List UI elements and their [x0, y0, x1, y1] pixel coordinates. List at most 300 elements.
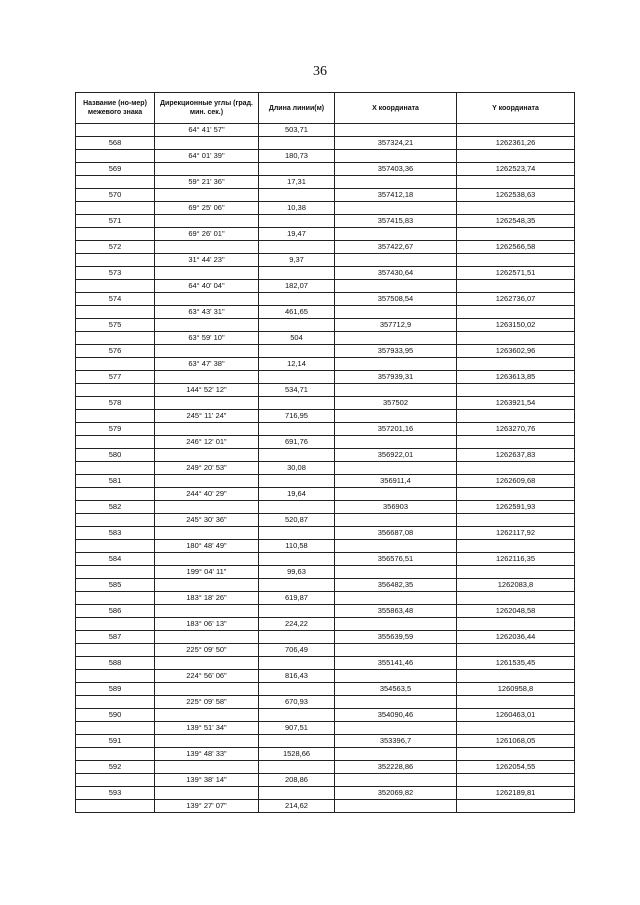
- segment-row: [76, 358, 575, 371]
- empty-cell: [76, 644, 155, 657]
- empty-cell: [76, 150, 155, 163]
- direction-angle: 63° 47' 38": [155, 358, 259, 371]
- line-length: 110,58: [259, 540, 335, 553]
- point-row: [76, 345, 575, 358]
- direction-angle: 64° 40' 04": [155, 280, 259, 293]
- line-length: 504: [259, 332, 335, 345]
- empty-cell: [76, 618, 155, 631]
- line-length: 706,49: [259, 644, 335, 657]
- empty-cell: [259, 579, 335, 592]
- segment-row: [76, 202, 575, 215]
- point-row: [76, 605, 575, 618]
- point-name: 569: [76, 163, 155, 176]
- line-length: 12,14: [259, 358, 335, 371]
- direction-angle: 69° 26' 01": [155, 228, 259, 241]
- direction-angle: 245° 30' 36": [155, 514, 259, 527]
- empty-cell: [259, 163, 335, 176]
- segment-row: [76, 228, 575, 241]
- empty-cell: [76, 722, 155, 735]
- x-coordinate: 356903: [335, 501, 457, 514]
- x-coordinate: 357412,18: [335, 189, 457, 202]
- empty-cell: [155, 553, 259, 566]
- empty-cell: [335, 410, 457, 423]
- empty-cell: [335, 488, 457, 501]
- empty-cell: [457, 124, 575, 137]
- point-row: [76, 735, 575, 748]
- direction-angle: 31° 44' 23": [155, 254, 259, 267]
- line-length: 19,47: [259, 228, 335, 241]
- point-row: [76, 709, 575, 722]
- direction-angle: 139° 48' 33": [155, 748, 259, 761]
- point-name: 587: [76, 631, 155, 644]
- empty-cell: [76, 384, 155, 397]
- empty-cell: [155, 579, 259, 592]
- empty-cell: [457, 670, 575, 683]
- point-row: [76, 579, 575, 592]
- line-length: 716,95: [259, 410, 335, 423]
- line-length: 534,71: [259, 384, 335, 397]
- x-coordinate: 355863,48: [335, 605, 457, 618]
- point-name: 580: [76, 449, 155, 462]
- direction-angle: 180° 48' 49": [155, 540, 259, 553]
- direction-angle: 139° 51' 34": [155, 722, 259, 735]
- line-length: 907,51: [259, 722, 335, 735]
- segment-row: [76, 254, 575, 267]
- point-name: 590: [76, 709, 155, 722]
- y-coordinate: 1262736,07: [457, 293, 575, 306]
- point-row: [76, 787, 575, 800]
- coordinates-table: [75, 92, 575, 813]
- point-name: 568: [76, 137, 155, 150]
- x-coordinate: 357403,36: [335, 163, 457, 176]
- empty-cell: [155, 397, 259, 410]
- empty-cell: [335, 150, 457, 163]
- y-coordinate: 1262189,81: [457, 787, 575, 800]
- direction-angle: 63° 43' 31": [155, 306, 259, 319]
- segment-row: [76, 176, 575, 189]
- point-row: [76, 215, 575, 228]
- empty-cell: [259, 605, 335, 618]
- segment-row: [76, 488, 575, 501]
- empty-cell: [335, 436, 457, 449]
- empty-cell: [335, 540, 457, 553]
- empty-cell: [76, 410, 155, 423]
- point-row: [76, 501, 575, 514]
- empty-cell: [457, 644, 575, 657]
- empty-cell: [457, 410, 575, 423]
- direction-angle: 245° 11' 24": [155, 410, 259, 423]
- empty-cell: [155, 137, 259, 150]
- empty-cell: [457, 540, 575, 553]
- empty-cell: [155, 501, 259, 514]
- empty-cell: [259, 189, 335, 202]
- empty-cell: [155, 345, 259, 358]
- direction-angle: 63° 59' 10": [155, 332, 259, 345]
- direction-angle: 249° 20' 53": [155, 462, 259, 475]
- empty-cell: [335, 722, 457, 735]
- empty-cell: [335, 176, 457, 189]
- y-coordinate: 1262117,92: [457, 527, 575, 540]
- line-length: 670,93: [259, 696, 335, 709]
- line-length: 30,08: [259, 462, 335, 475]
- header-direction-angle: Дирекционные углы (град. мин. сек.): [155, 93, 259, 124]
- segment-row: [76, 410, 575, 423]
- empty-cell: [259, 397, 335, 410]
- line-length: 180,73: [259, 150, 335, 163]
- y-coordinate: 1263270,76: [457, 423, 575, 436]
- empty-cell: [259, 475, 335, 488]
- point-row: [76, 449, 575, 462]
- empty-cell: [457, 384, 575, 397]
- x-coordinate: 356911,4: [335, 475, 457, 488]
- empty-cell: [335, 618, 457, 631]
- y-coordinate: 1261535,45: [457, 657, 575, 670]
- empty-cell: [335, 566, 457, 579]
- line-length: 9,37: [259, 254, 335, 267]
- empty-cell: [335, 254, 457, 267]
- empty-cell: [155, 189, 259, 202]
- empty-cell: [335, 280, 457, 293]
- x-coordinate: 357422,67: [335, 241, 457, 254]
- x-coordinate: 356922,01: [335, 449, 457, 462]
- empty-cell: [457, 748, 575, 761]
- point-row: [76, 319, 575, 332]
- x-coordinate: 356576,51: [335, 553, 457, 566]
- x-coordinate: 357430,64: [335, 267, 457, 280]
- empty-cell: [155, 293, 259, 306]
- empty-cell: [76, 176, 155, 189]
- point-row: [76, 657, 575, 670]
- empty-cell: [259, 449, 335, 462]
- point-name: 582: [76, 501, 155, 514]
- point-row: [76, 137, 575, 150]
- point-name: 591: [76, 735, 155, 748]
- line-length: 208,86: [259, 774, 335, 787]
- empty-cell: [155, 527, 259, 540]
- direction-angle: 246° 12' 01": [155, 436, 259, 449]
- segment-row: [76, 150, 575, 163]
- empty-cell: [457, 774, 575, 787]
- y-coordinate: 1262036,44: [457, 631, 575, 644]
- point-row: [76, 423, 575, 436]
- point-row: [76, 553, 575, 566]
- point-row: [76, 293, 575, 306]
- direction-angle: 64° 41' 57": [155, 124, 259, 137]
- segment-row: [76, 592, 575, 605]
- point-row: [76, 761, 575, 774]
- empty-cell: [76, 462, 155, 475]
- point-row: [76, 189, 575, 202]
- point-name: 583: [76, 527, 155, 540]
- y-coordinate: 1260958,8: [457, 683, 575, 696]
- point-name: 574: [76, 293, 155, 306]
- empty-cell: [155, 761, 259, 774]
- y-coordinate: 1262361,26: [457, 137, 575, 150]
- direction-angle: 64° 01' 39": [155, 150, 259, 163]
- x-coordinate: 357201,16: [335, 423, 457, 436]
- line-length: 10,38: [259, 202, 335, 215]
- empty-cell: [76, 280, 155, 293]
- point-name: 585: [76, 579, 155, 592]
- segment-row: [76, 384, 575, 397]
- empty-cell: [76, 800, 155, 813]
- x-coordinate: 352228,86: [335, 761, 457, 774]
- segment-row: [76, 618, 575, 631]
- point-name: 577: [76, 371, 155, 384]
- point-name: 579: [76, 423, 155, 436]
- x-coordinate: 354563,5: [335, 683, 457, 696]
- empty-cell: [457, 280, 575, 293]
- empty-cell: [335, 514, 457, 527]
- point-row: [76, 631, 575, 644]
- segment-row: [76, 800, 575, 813]
- line-length: 99,63: [259, 566, 335, 579]
- x-coordinate: 357712,9: [335, 319, 457, 332]
- x-coordinate: 356687,08: [335, 527, 457, 540]
- empty-cell: [76, 254, 155, 267]
- empty-cell: [335, 670, 457, 683]
- empty-cell: [259, 345, 335, 358]
- empty-cell: [259, 787, 335, 800]
- empty-cell: [155, 267, 259, 280]
- y-coordinate: 1262054,55: [457, 761, 575, 774]
- empty-cell: [457, 696, 575, 709]
- y-coordinate: 1262116,35: [457, 553, 575, 566]
- empty-cell: [155, 319, 259, 332]
- point-name: 576: [76, 345, 155, 358]
- segment-row: [76, 280, 575, 293]
- empty-cell: [259, 761, 335, 774]
- empty-cell: [335, 228, 457, 241]
- empty-cell: [335, 384, 457, 397]
- empty-cell: [76, 774, 155, 787]
- empty-cell: [155, 241, 259, 254]
- empty-cell: [259, 137, 335, 150]
- point-name: 575: [76, 319, 155, 332]
- empty-cell: [259, 683, 335, 696]
- empty-cell: [155, 475, 259, 488]
- empty-cell: [76, 332, 155, 345]
- empty-cell: [335, 462, 457, 475]
- point-name: 572: [76, 241, 155, 254]
- empty-cell: [259, 527, 335, 540]
- line-length: 214,62: [259, 800, 335, 813]
- empty-cell: [155, 709, 259, 722]
- empty-cell: [155, 163, 259, 176]
- empty-cell: [335, 306, 457, 319]
- empty-cell: [335, 748, 457, 761]
- point-row: [76, 475, 575, 488]
- segment-row: [76, 644, 575, 657]
- y-coordinate: 1262637,83: [457, 449, 575, 462]
- segment-row: [76, 722, 575, 735]
- direction-angle: 69° 25' 06": [155, 202, 259, 215]
- empty-cell: [76, 670, 155, 683]
- line-length: 619,87: [259, 592, 335, 605]
- empty-cell: [335, 592, 457, 605]
- direction-angle: 183° 18' 26": [155, 592, 259, 605]
- empty-cell: [76, 202, 155, 215]
- empty-cell: [457, 306, 575, 319]
- empty-cell: [259, 267, 335, 280]
- empty-cell: [259, 735, 335, 748]
- y-coordinate: 1260463,01: [457, 709, 575, 722]
- empty-cell: [259, 241, 335, 254]
- empty-cell: [259, 631, 335, 644]
- empty-cell: [457, 254, 575, 267]
- line-length: 691,76: [259, 436, 335, 449]
- empty-cell: [76, 748, 155, 761]
- direction-angle: 144° 52' 12": [155, 384, 259, 397]
- empty-cell: [457, 202, 575, 215]
- empty-cell: [335, 358, 457, 371]
- y-coordinate: 1261068,05: [457, 735, 575, 748]
- segment-row: [76, 306, 575, 319]
- point-row: [76, 371, 575, 384]
- line-length: 17,31: [259, 176, 335, 189]
- segment-row: [76, 566, 575, 579]
- x-coordinate: 357415,83: [335, 215, 457, 228]
- y-coordinate: 1263613,85: [457, 371, 575, 384]
- x-coordinate: 357502: [335, 397, 457, 410]
- segment-row: [76, 748, 575, 761]
- empty-cell: [76, 488, 155, 501]
- direction-angle: 244° 40' 29": [155, 488, 259, 501]
- empty-cell: [155, 605, 259, 618]
- y-coordinate: 1262048,58: [457, 605, 575, 618]
- empty-cell: [155, 423, 259, 436]
- segment-row: [76, 540, 575, 553]
- empty-cell: [259, 319, 335, 332]
- empty-cell: [457, 592, 575, 605]
- segment-row: [76, 124, 575, 137]
- table-header-row: [76, 93, 575, 124]
- point-name: 588: [76, 657, 155, 670]
- empty-cell: [259, 215, 335, 228]
- empty-cell: [76, 696, 155, 709]
- line-length: 520,87: [259, 514, 335, 527]
- empty-cell: [335, 202, 457, 215]
- direction-angle: 139° 27' 07": [155, 800, 259, 813]
- x-coordinate: 355639,59: [335, 631, 457, 644]
- empty-cell: [457, 332, 575, 345]
- x-coordinate: 355141,46: [335, 657, 457, 670]
- empty-cell: [76, 566, 155, 579]
- empty-cell: [155, 449, 259, 462]
- x-coordinate: 354090,46: [335, 709, 457, 722]
- empty-cell: [259, 501, 335, 514]
- point-name: 586: [76, 605, 155, 618]
- line-length: 224,22: [259, 618, 335, 631]
- empty-cell: [259, 371, 335, 384]
- empty-cell: [76, 540, 155, 553]
- empty-cell: [76, 436, 155, 449]
- point-name: 570: [76, 189, 155, 202]
- empty-cell: [457, 358, 575, 371]
- point-name: 593: [76, 787, 155, 800]
- empty-cell: [457, 150, 575, 163]
- y-coordinate: 1263921,54: [457, 397, 575, 410]
- segment-row: [76, 670, 575, 683]
- line-length: 816,43: [259, 670, 335, 683]
- line-length: 503,71: [259, 124, 335, 137]
- empty-cell: [335, 696, 457, 709]
- header-x-coordinate: X координата: [335, 93, 457, 124]
- point-name: 592: [76, 761, 155, 774]
- header-line-length: Длина линии(м): [259, 93, 335, 124]
- point-row: [76, 241, 575, 254]
- direction-angle: 225° 09' 50": [155, 644, 259, 657]
- point-row: [76, 527, 575, 540]
- header-point-name: Название (но-мер) межевого знака: [76, 93, 155, 124]
- empty-cell: [335, 332, 457, 345]
- direction-angle: 59° 21' 36": [155, 176, 259, 189]
- y-coordinate: 1262083,8: [457, 579, 575, 592]
- empty-cell: [335, 644, 457, 657]
- direction-angle: 183° 06' 13": [155, 618, 259, 631]
- empty-cell: [76, 228, 155, 241]
- point-row: [76, 683, 575, 696]
- empty-cell: [259, 709, 335, 722]
- y-coordinate: 1263150,02: [457, 319, 575, 332]
- direction-angle: 139° 38' 14": [155, 774, 259, 787]
- y-coordinate: 1262571,51: [457, 267, 575, 280]
- empty-cell: [155, 371, 259, 384]
- empty-cell: [155, 657, 259, 670]
- empty-cell: [457, 462, 575, 475]
- y-coordinate: 1262523,74: [457, 163, 575, 176]
- line-length: 19,64: [259, 488, 335, 501]
- y-coordinate: 1262591,93: [457, 501, 575, 514]
- empty-cell: [457, 514, 575, 527]
- direction-angle: 224° 56' 06": [155, 670, 259, 683]
- segment-row: [76, 436, 575, 449]
- empty-cell: [155, 215, 259, 228]
- x-coordinate: 357933,95: [335, 345, 457, 358]
- empty-cell: [76, 592, 155, 605]
- x-coordinate: 353396,7: [335, 735, 457, 748]
- empty-cell: [335, 124, 457, 137]
- point-name: 578: [76, 397, 155, 410]
- empty-cell: [259, 423, 335, 436]
- direction-angle: 225° 09' 58": [155, 696, 259, 709]
- table-body: [76, 124, 575, 813]
- x-coordinate: 352069,82: [335, 787, 457, 800]
- y-coordinate: 1262538,63: [457, 189, 575, 202]
- line-length: 182,07: [259, 280, 335, 293]
- empty-cell: [457, 228, 575, 241]
- empty-cell: [457, 722, 575, 735]
- empty-cell: [76, 124, 155, 137]
- empty-cell: [155, 631, 259, 644]
- empty-cell: [259, 657, 335, 670]
- x-coordinate: 357324,21: [335, 137, 457, 150]
- empty-cell: [457, 800, 575, 813]
- empty-cell: [155, 735, 259, 748]
- segment-row: [76, 514, 575, 527]
- y-coordinate: 1262566,58: [457, 241, 575, 254]
- point-name: 584: [76, 553, 155, 566]
- empty-cell: [335, 774, 457, 787]
- point-name: 571: [76, 215, 155, 228]
- empty-cell: [457, 488, 575, 501]
- header-y-coordinate: Y координата: [457, 93, 575, 124]
- page-number: 36: [313, 64, 327, 79]
- empty-cell: [259, 553, 335, 566]
- empty-cell: [457, 436, 575, 449]
- y-coordinate: 1262548,35: [457, 215, 575, 228]
- empty-cell: [155, 683, 259, 696]
